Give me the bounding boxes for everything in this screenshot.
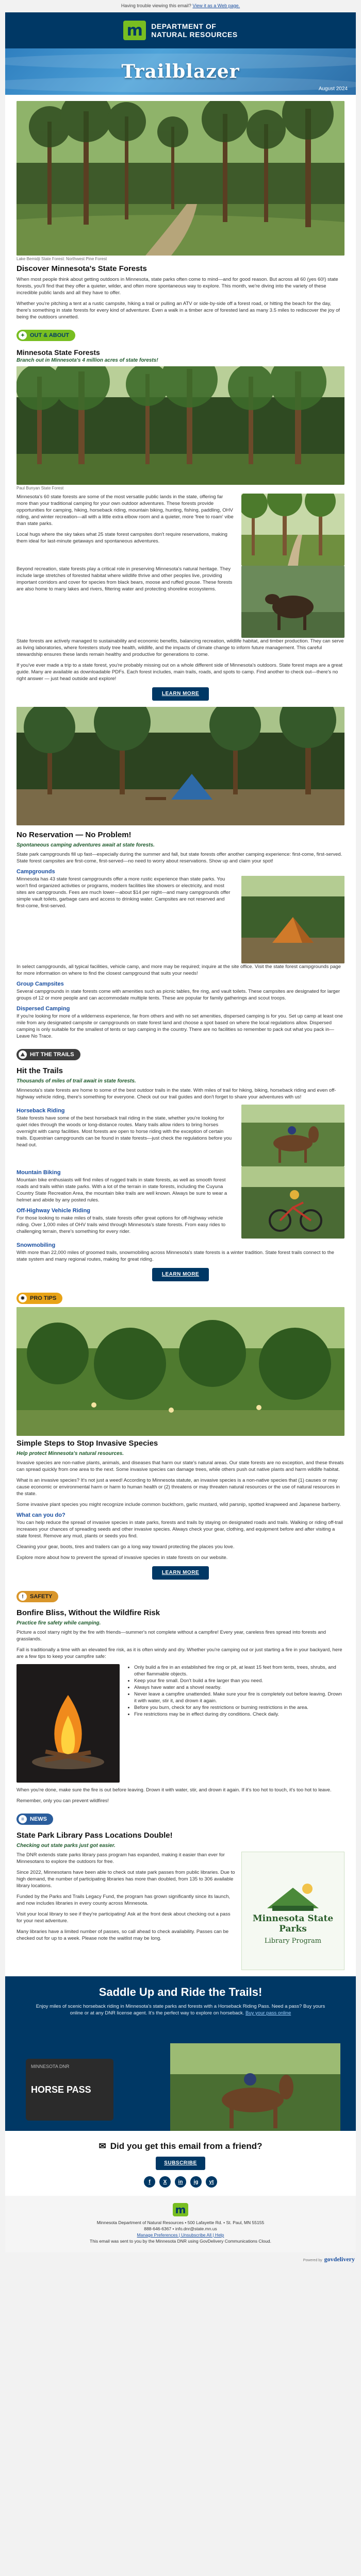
fire-safety-item: • Always have water and a shovel nearby. <box>134 1684 344 1691</box>
brand-line-1: DEPARTMENT OF <box>151 22 217 30</box>
view-as-webpage-link[interactable]: View it as a Web page. <box>192 3 240 8</box>
hit-the-trails-paragraph: Minnesota's state forests are home to some of the best outdoor trails in the state. With miles of trail for hiking, biking, horseback riding and even off-highway vehicle riding, there's something for everyone. Check out our trail guides and don't forget to share your adventures with us! <box>17 1088 336 1100</box>
govdelivery-badge[interactable]: Powered by govdelivery <box>303 2256 355 2263</box>
out-about-title: Minnesota State Forests <box>17 348 100 357</box>
horse-pass-promo <box>5 1976 356 2131</box>
news-title: State Park Library Pass Locations Double! <box>17 1831 173 1840</box>
pro-tips-tagline: Help protect Minnesota's natural resources. <box>17 1451 124 1456</box>
snowmobiling-heading: Snowmobiling <box>17 1242 56 1248</box>
ohv-heading: Off-Highway Vehicle Riding <box>17 1208 91 1214</box>
out-about-learn-more-button[interactable]: LEARN MORE <box>152 687 209 701</box>
preheader <box>0 0 361 12</box>
main-content <box>5 95 356 1970</box>
newsletter-banner <box>5 48 356 95</box>
fire-safety-item: • Keep your fire small. Don't build a fire larger than you need. <box>134 1677 344 1684</box>
campgrounds-row <box>17 876 344 963</box>
footer-logo <box>15 2203 346 2216</box>
warning-icon: ! <box>19 1592 27 1601</box>
buy-pass-link[interactable]: Buy your pass online <box>245 2010 291 2016</box>
safety-paragraph-2: Fall is traditionally a time with an elevated fire risk, as it is often windy and dry. Whether you're camping out or just starting a fire in your backyard, here are a few tips to keep your campfire safe: <box>17 1647 342 1659</box>
pro-tips-title: Simple Steps to Stop Invasive Species <box>17 1439 158 1448</box>
email-container <box>5 12 356 2252</box>
out-about-paragraph-4: State forests are actively managed to sustainability and economic benefits, balancing recreation, wildlife habitat, and timber production. They can serve as living laboratories, where foresters study tree health, wildlife, and the impacts of climate change to inform future management. This careful stewardship ensures these lands remain healthy and productive for generations to come. <box>17 638 344 657</box>
share-title: ✉ Did you get this email from a friend? <box>99 2141 262 2151</box>
out-about-row-2 <box>17 566 344 638</box>
newsletter-title: Trailblazer <box>121 61 240 82</box>
state-forest-caption: Paul Bunyan State Forest <box>17 486 64 490</box>
issue-date: August 2024 <box>318 86 348 92</box>
hero-title: Discover Minnesota's State Forests <box>17 264 147 273</box>
newspaper-icon: ≡ <box>19 1815 27 1823</box>
footer-links[interactable]: Manage Preferences | Unsubscribe All | Help <box>137 2232 224 2238</box>
hero-paragraph-1: When most people think about getting outdoors in Minnesota, state parks often come to mind—and for good reason. But across all 60 (yes 60!) state forests, you'll find that they offer a quieter, wilder, and often more spontaneous way to explore. This month, we're diving into the variety of these incredible public lands and all they have to offer. <box>17 277 338 296</box>
campfire-thumbnail <box>17 1664 120 1783</box>
ohv-paragraph: For those looking to make miles of trails, state forests offer great options for off-highway vehicle riding. Over 1,000 miles of OHV trails wind through Minnesota's state forests. From easy rides to challenging terrain, there's something for every rider. <box>17 1215 226 1234</box>
linkedin-icon[interactable]: in <box>175 2176 186 2188</box>
pro-tips-learn-more-button[interactable]: LEARN MORE <box>152 1566 209 1580</box>
promo-title: Saddle Up and Ride the Trails! <box>99 1986 262 1998</box>
tent-thumbnail <box>241 876 344 963</box>
mountain-biking-heading: Mountain Biking <box>17 1170 61 1176</box>
pro-tips-pill: ✸ PRO TIPS <box>17 1293 62 1304</box>
safety-paragraph-3: When you're done, make sure the fire is out before leaving. Drown it with water, stir, and drown it again. If it's too hot to touch, it's too hot to leave. <box>17 1787 332 1793</box>
youtube-icon[interactable]: yt <box>206 2176 217 2188</box>
footer-contact: 888-646-6367 • info.dnr@state.mn.us <box>144 2226 217 2231</box>
state-forest-photo <box>17 366 344 485</box>
dispersed-camping-heading: Dispersed Camping <box>17 1006 70 1012</box>
safety-paragraph-1: Picture a cool starry night by the fire with friends—summer's not complete without a campfire! Every year, careless fires spread into forests and grasslands. <box>17 1630 326 1642</box>
out-about-paragraph-5: If you've ever made a trip to a state forest, you're probably missing out on a whole different side of Minnesota's outdoors. State forest maps are a great guide. Many are available as downloadable PDFs. Each forest includes, main trails, roads, and spots to camp. Find another to check out—there's no right answer — just head outside and explore! <box>17 663 343 682</box>
bike-row <box>17 1166 344 1239</box>
safety-tagline: Practice fire safety while camping. <box>17 1620 101 1626</box>
no-reservation-tagline: Spontaneous camping adventures await at state forests. <box>17 842 155 848</box>
fire-safety-item: • Fire restrictions may be in effect during dry conditions. Check daily. <box>134 1711 344 1718</box>
mountain-bike-thumbnail <box>241 1166 344 1239</box>
out-about-paragraph-1: Minnesota's 60 state forests are some of the most versatile public lands in the state, offering far more than your traditional camping for your own outdoor adventures. These forests provide opportunities for camping, hiking, horseback riding, mountain biking, hunting, fishing, paddling, OHV riding, and winter recreation—all with a little extra elbow room and a quieter, more 'free to roam' vibe than state parks. <box>17 494 234 527</box>
pro-tips-paragraph-5: Cleaning your gear, boots, tires and trailers can go a long way toward protecting the places you love. <box>17 1544 235 1550</box>
news-row <box>17 1852 344 1970</box>
pro-tips-paragraph-2: What is an invasive species? It's not just a weed! According to Minnesota statute, an invasive species is a non-native species that (1) causes or may cause economic or environmental harm or harm to human health or (2) threatens or may threaten natural resources or the use of natural resources in the state. <box>17 1478 340 1497</box>
fire-safety-item: • Only build a fire in an established fire ring or pit, at least 15 feet from tents, trees, shrubs, and other flammable objects. <box>134 1664 344 1677</box>
lightbulb-icon: ✸ <box>19 1294 27 1302</box>
horseback-paragraph: State forests have some of the best horseback trail riding in the state, whether you're looking for quiet rides through the woods or long-distance routes. Many trails allow riders to bring horses overnight with camp facilities. Most forests are open to horse riding with the exception of certain trails. Equestrian campgrounds can be found in state forests—just check the regulations before you head out. <box>17 1115 232 1148</box>
hit-the-trails-pill: ⛰ HIT THE TRAILS <box>17 1049 80 1060</box>
out-about-row-1 <box>17 494 344 566</box>
footer <box>5 2196 356 2252</box>
horse-rider-illustration <box>170 2043 340 2131</box>
group-campsites-heading: Group Campsites <box>17 981 64 987</box>
social-links <box>5 2176 356 2188</box>
snowmobiling-paragraph: With more than 22,000 miles of groomed trails, snowmobiling across Minnesota's state forests is a winter tradition. State forest trails connect to the state system and many regional routes, making for great riding. <box>17 1250 334 1262</box>
news-paragraph-5: Many libraries have a limited number of passes, so call ahead to check availability. Passes can be checked out for up to a week. Please note the waitlist may be long. <box>17 1929 229 1941</box>
facebook-icon[interactable]: f <box>144 2176 155 2188</box>
out-about-paragraph-3: Beyond recreation, state forests play a critical role in preserving Minnesota's natural heritage. They include large stretches of forested habitat where wildlife thrive and other peoples live, providing important corridors and cover for species from black bears, moose and ruffed grouse. These forests are also home to many lakes and rivers, filtering water and protecting shoreline ecosystems. <box>17 566 233 592</box>
instagram-icon[interactable]: ig <box>190 2176 202 2188</box>
hit-the-trails-tagline: Thousands of miles of trail await in state forests. <box>17 1078 136 1084</box>
email-icon: ✉ <box>99 2141 106 2151</box>
pass-card-line-2: HORSE PASS <box>31 2084 91 2095</box>
hit-the-trails-title: Hit the Trails <box>17 1066 63 1075</box>
pro-tips-paragraph-3: Some invasive plant species you might recognize include common buckthorn, garlic mustard, wild parsnip, spotted knapweed and Japanese barberry. <box>17 1502 341 1507</box>
safety-pill: ! SAFETY <box>17 1591 58 1602</box>
safety-row <box>17 1664 344 1783</box>
pass-card-line-1: MINNESOTA DNR <box>31 2064 70 2069</box>
dnr-logo-icon[interactable]: m <box>123 21 146 40</box>
library-program-graphic <box>241 1852 344 1970</box>
no-reservation-title: No Reservation — No Problem! <box>17 831 132 839</box>
brand-line-2: NATURAL RESOURCES <box>151 30 238 39</box>
fire-safety-item: • Never leave a campfire unattended. Make sure your fire is completely out before leaving. Drown it with water, stir it, and drown it again. <box>134 1691 344 1704</box>
footer-dnr-logo-icon: m <box>173 2203 188 2216</box>
dispersed-camping-paragraph: If you're looking for more of a wilderness experience, far from others and with no set amenities, dispersed camping is for you. Set up camp at least one mile from any designated campsite or campgrounds on state forest land and choose a spot based on where the local regulations allow. Dispersed camping is only suitable for the smallest of tents or tarp camping in the country. There are no facilities so remember to pack out what you pack in—Leave No Trace. <box>17 1013 343 1039</box>
group-campsites-paragraph: Several campgrounds in state forests come with amenities such as picnic tables, fire ring, and vault toilets. These campsites are designated for larger groups of 12 or more people and can accommodate multiple tents. These are popular for family gatherings and scout troops. <box>17 989 340 1001</box>
campsite-photo <box>17 707 344 825</box>
pro-tips-paragraph-4: You can help reduce the spread of invasive species in state parks, forests and trails by staying on designated roads and trails. Walking or riding off-trail increases your chances of spreading seeds and other invasive species. Always check your gear, clothing, and equipment before and after visiting a state forest. Remove any mud, plants or seeds you find. <box>17 1520 343 1539</box>
safety-title: Bonfire Bliss, Without the Wildfire Risk <box>17 1608 160 1617</box>
news-tagline: Checking out state parks just got easier. <box>17 1843 116 1849</box>
no-reservation-paragraph: State park campgrounds fill up fast—especially during the summer and fall, but state forests offer another camping experience: first-come, first-served. State forest campsites are first-come, first-served—no need to worry about reservations. Show up and claim your spot! <box>17 852 342 864</box>
hit-the-trails-learn-more-button[interactable]: LEARN MORE <box>152 1268 209 1281</box>
library-card-title: Minnesota State Parks <box>252 1913 334 1934</box>
fire-safety-list <box>134 1664 344 1718</box>
footer-address: Minnesota Department of Natural Resources • 500 Lafayette Rd. • St. Paul, MN 55155 <box>96 2220 265 2225</box>
x-icon[interactable]: X <box>159 2176 171 2188</box>
out-about-paragraph-2: Local hugs where the sky takes what 25 state forest campsites don't require reservations, making them ideal for last-minute getaways and spontaneous adventures. <box>17 532 227 544</box>
campgrounds-heading: Campgrounds <box>17 869 55 875</box>
mountain-biking-paragraph: Mountain bike enthusiasts will find miles of rugged trails in state forests, as well as smooth forest roads and trails within state parks. With a lot of the terrain in state forests, including the Cuyuna Country State Recreation Area, the mountain bike trails are well known. Always be sure to wear a helmet and abide by any posted rules. <box>17 1177 227 1203</box>
horse-pass-card <box>26 2059 113 2121</box>
share-section <box>5 2131 356 2196</box>
brand-text <box>151 22 237 39</box>
out-about-pill: ✦ OUT & ABOUT <box>17 330 75 341</box>
out-about-tagline: Branch out in Minnesota's 4 million acres of state forests! <box>17 358 158 363</box>
subscribe-button[interactable]: SUBSCRIBE <box>156 2157 205 2170</box>
footer-disclaimer: This email was sent to you by the Minnesota DNR using GovDelivery Communications Cloud. <box>90 2239 271 2244</box>
hiker-icon: ⛰ <box>19 1050 27 1059</box>
promo-paragraph: Enjoy miles of scenic horseback riding in Minnesota's state parks and forests with a Horseback Riding Pass. Need a pass? Buy yours online or at any DNR license agent. It's the perfect way to explore on horseback. <box>36 2004 325 2016</box>
hero-forest-photo <box>17 101 344 256</box>
horseback-thumbnail <box>241 1105 344 1166</box>
moose-thumbnail <box>241 566 344 638</box>
library-card-subtitle: Library Program <box>264 1937 322 1945</box>
news-pill: ≡ NEWS <box>17 1814 53 1825</box>
safety-paragraph-4: Remember, only you can prevent wildfires! <box>17 1798 109 1804</box>
preheader-text: Having trouble viewing this email? <box>121 3 193 8</box>
news-paragraph-4: Visit your local library to see if they're participating! Ask at the front desk about checking out a pass for your next adventure. <box>17 1911 231 1924</box>
news-paragraph-2: Since 2022, Minnesotans have been able to check out state park passes from public libraries. Due to high demand, the number of participating libraries has more than doubled, from 135 to 306 available library locations. <box>17 1870 235 1889</box>
what-can-you-do-heading: What can you do? <box>17 1512 65 1518</box>
news-paragraph-1: The DNR extends state parks library pass program has expanded, making it easier than ever for Minnesotans to explore the outdoors for free. <box>17 1852 225 1865</box>
invasive-species-photo <box>17 1307 344 1436</box>
library-book-icon <box>262 1877 324 1913</box>
compass-icon: ✦ <box>19 331 27 340</box>
hero-caption: Lake Bemidji State Forest: Northwest Pine Forest <box>17 257 107 261</box>
brand-header <box>5 12 356 48</box>
fire-safety-item: • Before you burn, check for any fire restrictions or burning restrictions in the area. <box>134 1704 344 1711</box>
horseback-heading: Horseback Riding <box>17 1108 65 1114</box>
pro-tips-paragraph-6: Explore more about how to prevent the spread of invasive species in state forests on our website. <box>17 1555 228 1561</box>
campgrounds-paragraph-2: In select campgrounds, all typical facilities, vehicle camp, and more may be required; inquire at the site office. Visit the state forest campgrounds page for more information on where to find the closest campground that suits your needs! <box>17 964 341 976</box>
news-paragraph-3: Funded by the Parks and Trails Legacy Fund, the program has grown significantly since its launch, and now includes libraries in every county across Minnesota. <box>17 1894 230 1906</box>
horse-row <box>17 1105 344 1166</box>
campgrounds-paragraph: Minnesota has 43 state forest campgrounds offer a more rustic experience than state parks. You won't find organized activities or programs, modern facilities like showers or electricity, and most sites are campgrounds. Fees are much lower—about $14 per night—and many campgrounds offer simple vault toilets, garbage cans and access to drinking water. Campsites are not reserved and first-come, first-served. <box>17 876 231 909</box>
pro-tips-paragraph-1: Invasive species are non-native plants, animals, and diseases that harm our state's natural areas. Our state forests are no exception, and these threats can spread quickly from one area to the next. Some invasive species can damage trees, while others push out native plants and harm wildlife habitat. <box>17 1460 344 1472</box>
forest-trail-thumbnail <box>241 494 344 566</box>
hero-paragraph-2: Whether you're pitching a tent at a rustic campsite, hiking a trail or pulling an ATV or side-by-side off a forest road, or hitting the beach for the day, there's something in state forests for every kind of adventurer. Even a walk in a timber acre of forested land as many 3.5 miles to rediscover the joy of being the outdoors unnetted. <box>17 301 340 320</box>
